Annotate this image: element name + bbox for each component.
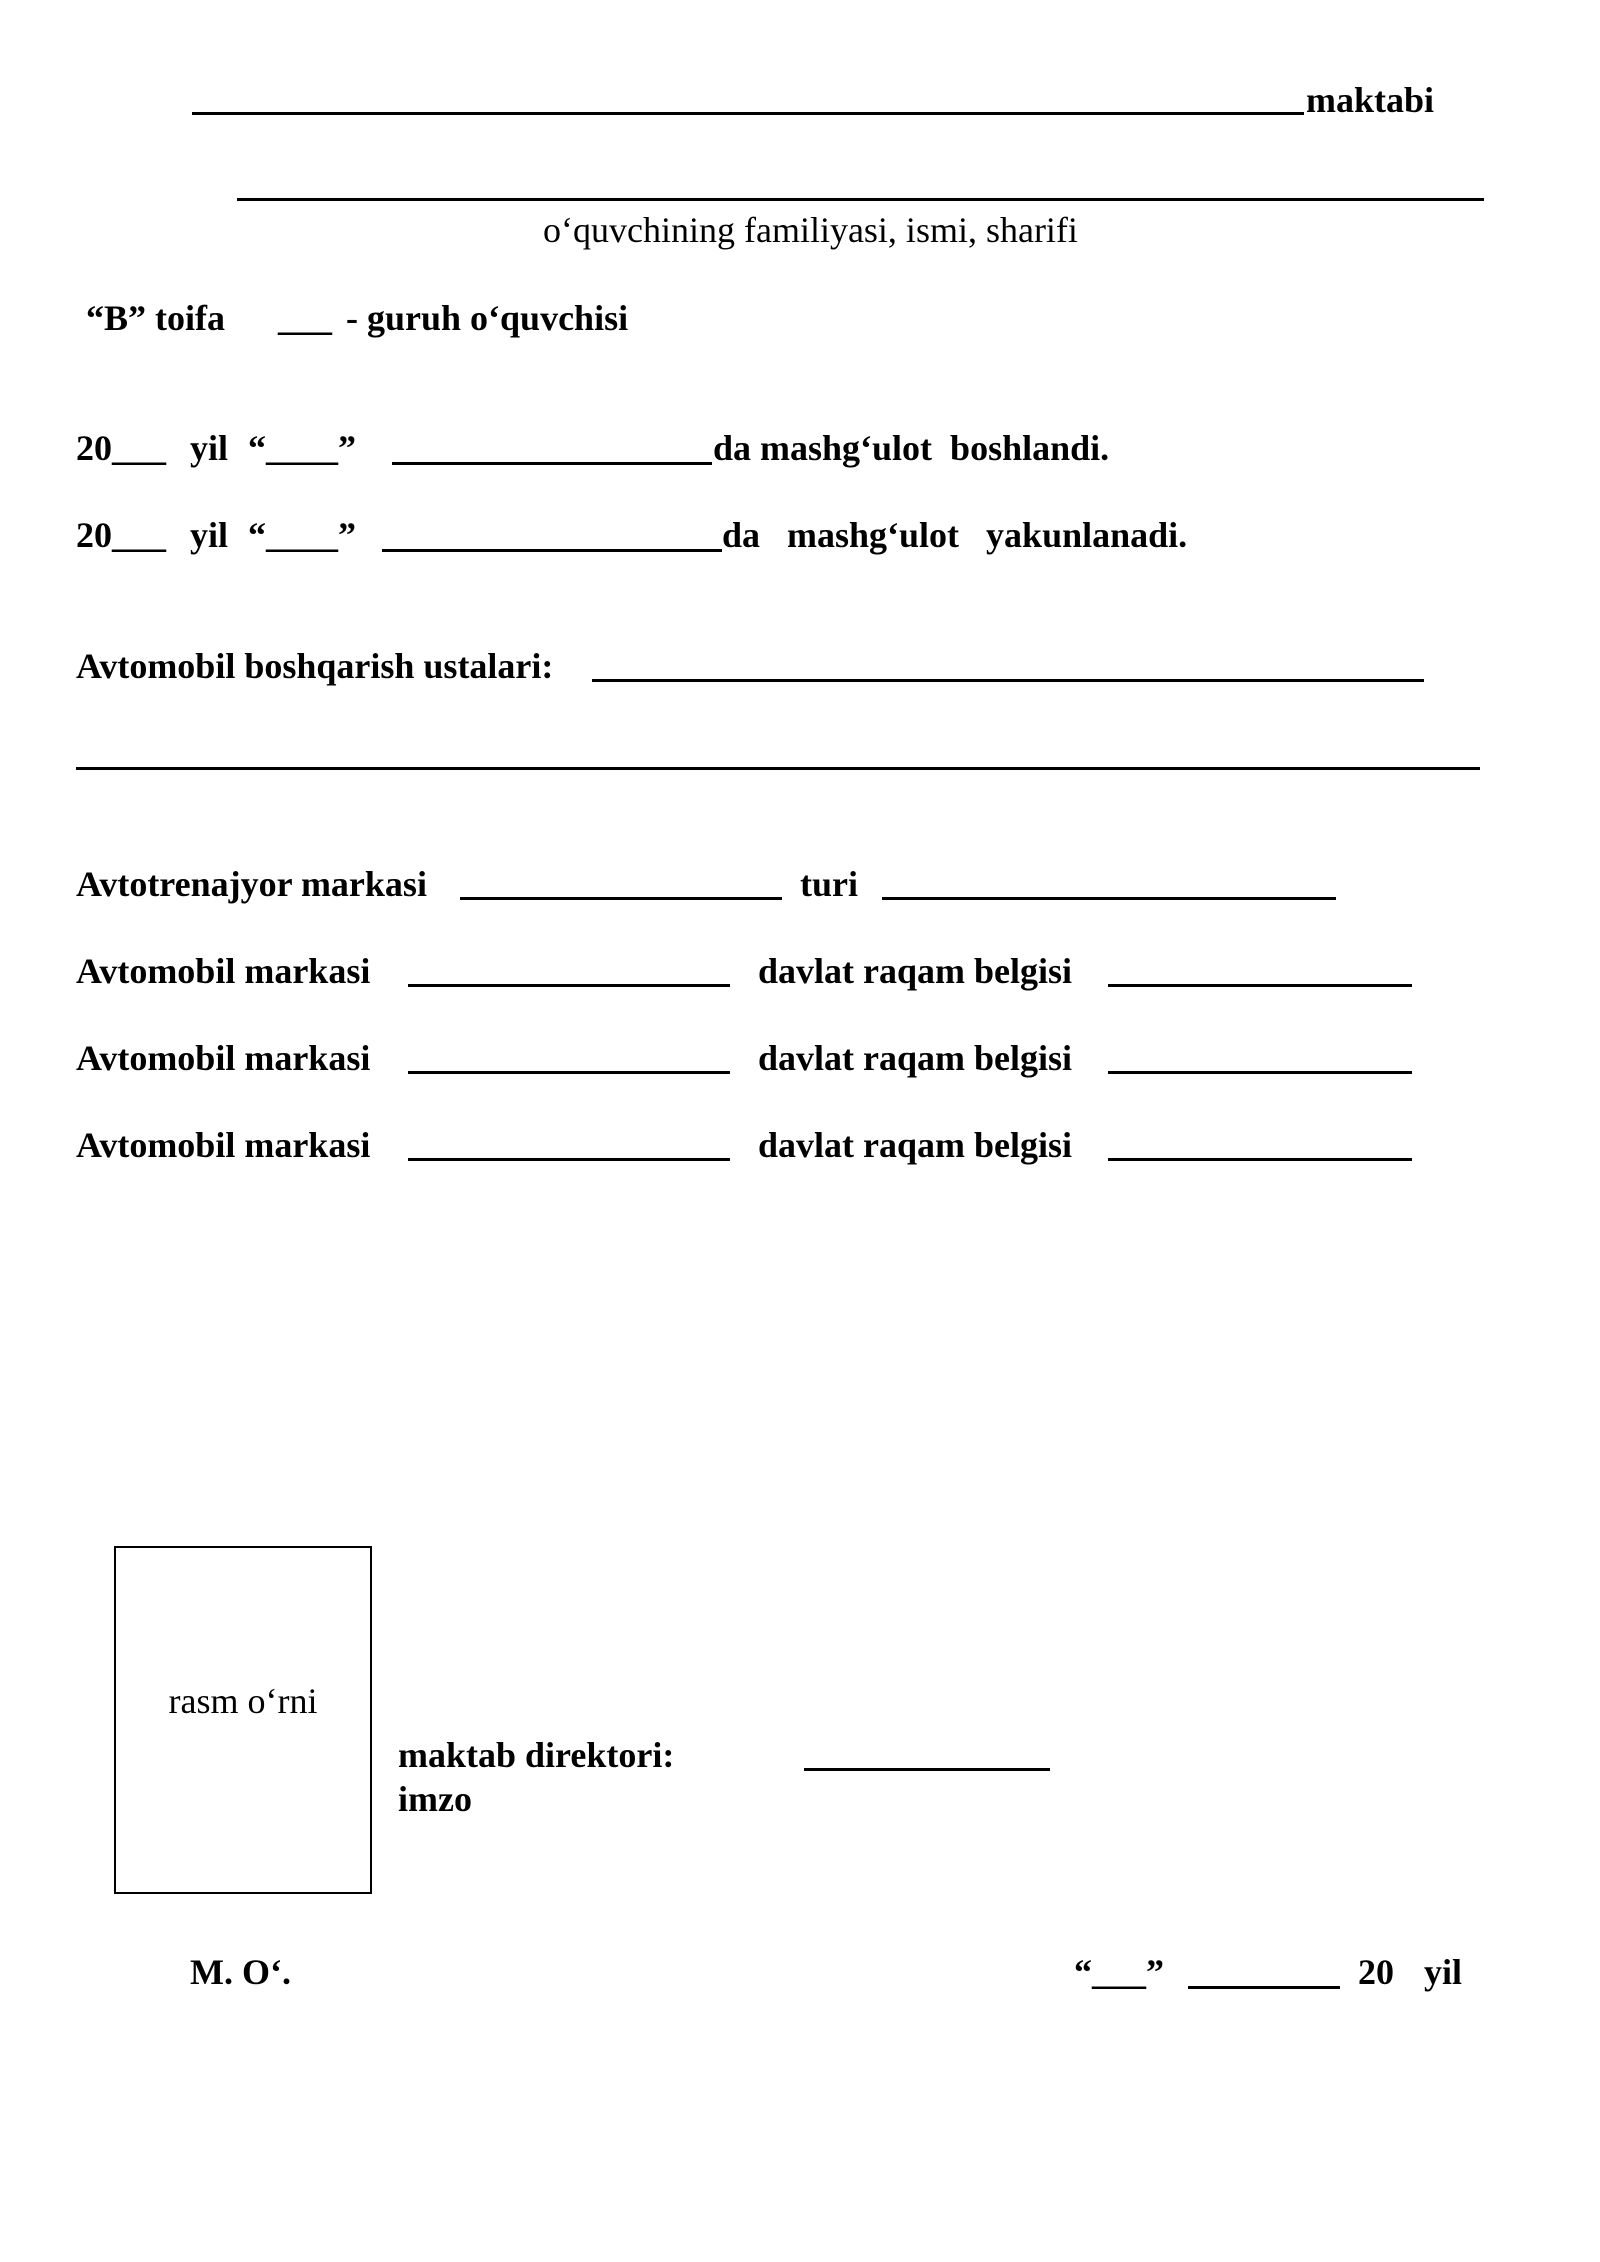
- vehicle-1-plate-label: davlat raqam belgisi: [758, 951, 1073, 991]
- vehicle-1-brand-line[interactable]: [408, 984, 730, 987]
- sign-label: imzo: [398, 1779, 472, 1819]
- vehicle-2-plate-label: davlat raqam belgisi: [758, 1038, 1073, 1078]
- start-year[interactable]: 20___: [76, 428, 166, 468]
- end-day-blank[interactable]: “____”: [248, 515, 356, 555]
- vehicle-2-plate-line[interactable]: [1108, 1071, 1412, 1074]
- vehicle-3-plate-line[interactable]: [1108, 1158, 1412, 1161]
- group-suffix: - guruh o‘quvchisi: [346, 298, 629, 338]
- vehicle-3-plate-label: davlat raqam belgisi: [758, 1125, 1073, 1165]
- category-label: “B” toifa: [86, 298, 225, 338]
- end-text: da mashg‘ulot yakunlanadi.: [722, 515, 1188, 555]
- director-signature-line[interactable]: [804, 1768, 1050, 1771]
- vehicle-2-brand-line[interactable]: [408, 1071, 730, 1074]
- end-year[interactable]: 20___: [76, 515, 166, 555]
- instructors-line-1[interactable]: [592, 679, 1424, 682]
- vehicle-1-brand-label: Avtomobil markasi: [76, 951, 371, 991]
- simulator-type-line[interactable]: [882, 897, 1336, 900]
- vehicle-2-brand-label: Avtomobil markasi: [76, 1038, 371, 1078]
- start-month-line[interactable]: [392, 462, 712, 465]
- simulator-type-label: turi: [800, 864, 858, 904]
- start-day-blank[interactable]: “____”: [248, 428, 356, 468]
- end-month-line[interactable]: [382, 549, 722, 552]
- footer-day-blank[interactable]: “___”: [1074, 1952, 1164, 1992]
- footer-month-line[interactable]: [1188, 1986, 1340, 1989]
- end-yil: yil: [190, 515, 229, 555]
- student-name-caption: o‘quvchining familiyasi, ismi, sharifi: [543, 210, 1078, 250]
- student-name-line[interactable]: [237, 198, 1484, 201]
- vehicle-3-brand-label: Avtomobil markasi: [76, 1125, 371, 1165]
- photo-label: rasm o‘rni: [168, 1681, 318, 1721]
- director-label: maktab direktori:: [398, 1735, 675, 1775]
- group-number-blank[interactable]: ___: [278, 298, 332, 338]
- simulator-brand-line[interactable]: [460, 897, 782, 900]
- instructors-line-2[interactable]: [76, 767, 1480, 770]
- vehicle-3-brand-line[interactable]: [408, 1158, 730, 1161]
- vehicle-1-plate-line[interactable]: [1108, 984, 1412, 987]
- school-suffix: maktabi: [1306, 80, 1435, 120]
- footer-year: 20: [1358, 1952, 1394, 1992]
- photo-placeholder: [114, 1546, 372, 1894]
- simulator-label: Avtotrenajyor markasi: [76, 864, 427, 904]
- school-name-line[interactable]: [192, 112, 1304, 115]
- footer-yil: yil: [1424, 1952, 1463, 1992]
- instructors-label: Avtomobil boshqarish ustalari:: [76, 646, 554, 686]
- start-text: da mashg‘ulot boshlandi.: [713, 428, 1110, 468]
- stamp-label: M. O‘.: [190, 1952, 291, 1992]
- start-yil: yil: [190, 428, 229, 468]
